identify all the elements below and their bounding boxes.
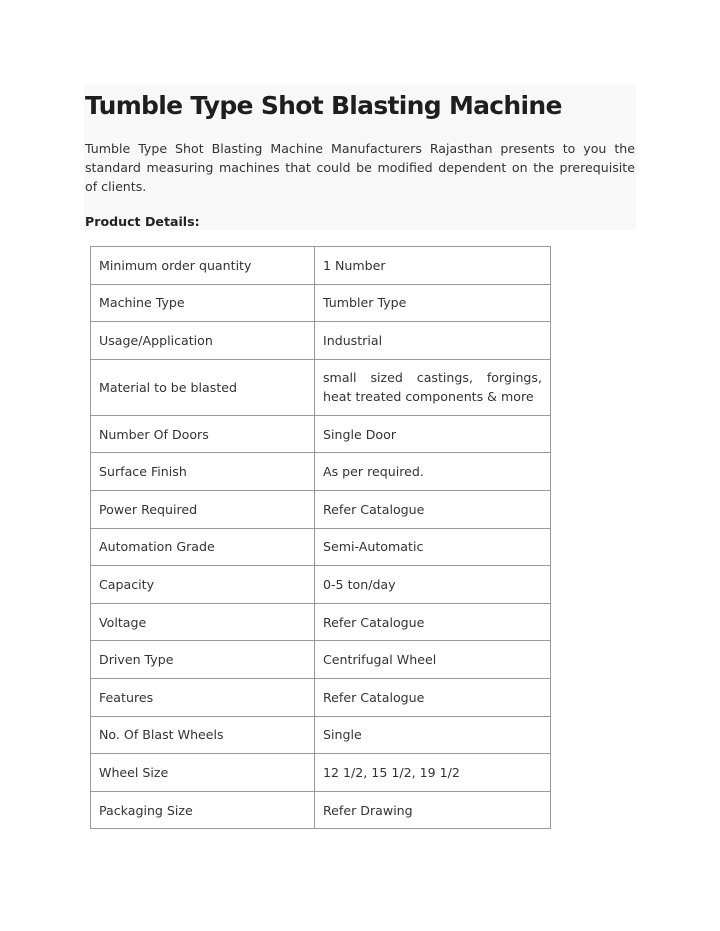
table-row bbox=[91, 754, 551, 792]
detail-value: Refer Drawing bbox=[315, 791, 551, 829]
detail-value: Refer Catalogue bbox=[315, 603, 551, 641]
detail-value: Centrifugal Wheel bbox=[315, 641, 551, 679]
table-row bbox=[91, 528, 551, 566]
detail-label: Features bbox=[91, 678, 315, 716]
detail-label: Capacity bbox=[91, 566, 315, 604]
detail-value: As per required. bbox=[315, 453, 551, 491]
detail-label: No. Of Blast Wheels bbox=[91, 716, 315, 754]
page-title: Tumble Type Shot Blasting Machine bbox=[85, 91, 562, 120]
table-row bbox=[91, 716, 551, 754]
detail-value: Single bbox=[315, 716, 551, 754]
table-row bbox=[91, 415, 551, 453]
detail-label: Automation Grade bbox=[91, 528, 315, 566]
table-row bbox=[91, 641, 551, 679]
detail-label: Machine Type bbox=[91, 284, 315, 322]
table-row bbox=[91, 284, 551, 322]
table-row bbox=[91, 322, 551, 360]
detail-value: small sized castings, forgings, heat treated components & more bbox=[315, 359, 551, 415]
detail-label: Driven Type bbox=[91, 641, 315, 679]
table-row bbox=[91, 791, 551, 829]
detail-label: Usage/Application bbox=[91, 322, 315, 360]
detail-label: Wheel Size bbox=[91, 754, 315, 792]
table-row bbox=[91, 678, 551, 716]
detail-value: Refer Catalogue bbox=[315, 490, 551, 528]
detail-label: Voltage bbox=[91, 603, 315, 641]
detail-value: Refer Catalogue bbox=[315, 678, 551, 716]
table-row bbox=[91, 490, 551, 528]
table-row bbox=[91, 603, 551, 641]
detail-value: 1 Number bbox=[315, 247, 551, 285]
intro-paragraph: Tumble Type Shot Blasting Machine Manufacturers Rajasthan presents to you the standard measuring machines that could be modified dependent on the prerequisite of clients. bbox=[85, 141, 635, 194]
table-row bbox=[91, 247, 551, 285]
detail-value: 0-5 ton/day bbox=[315, 566, 551, 604]
detail-label: Minimum order quantity bbox=[91, 247, 315, 285]
table-row bbox=[91, 566, 551, 604]
table-row bbox=[91, 359, 551, 415]
detail-label: Power Required bbox=[91, 490, 315, 528]
detail-label: Packaging Size bbox=[91, 791, 315, 829]
detail-value: Single Door bbox=[315, 415, 551, 453]
detail-value: Tumbler Type bbox=[315, 284, 551, 322]
detail-label: Surface Finish bbox=[91, 453, 315, 491]
detail-label: Material to be blasted bbox=[91, 359, 315, 415]
table-row bbox=[91, 453, 551, 491]
detail-value: Semi-Automatic bbox=[315, 528, 551, 566]
product-details-table bbox=[90, 246, 551, 829]
section-heading: Product Details: bbox=[85, 214, 200, 229]
detail-label: Number Of Doors bbox=[91, 415, 315, 453]
detail-value: Industrial bbox=[315, 322, 551, 360]
detail-value: 12 1/2, 15 1/2, 19 1/2 bbox=[315, 754, 551, 792]
